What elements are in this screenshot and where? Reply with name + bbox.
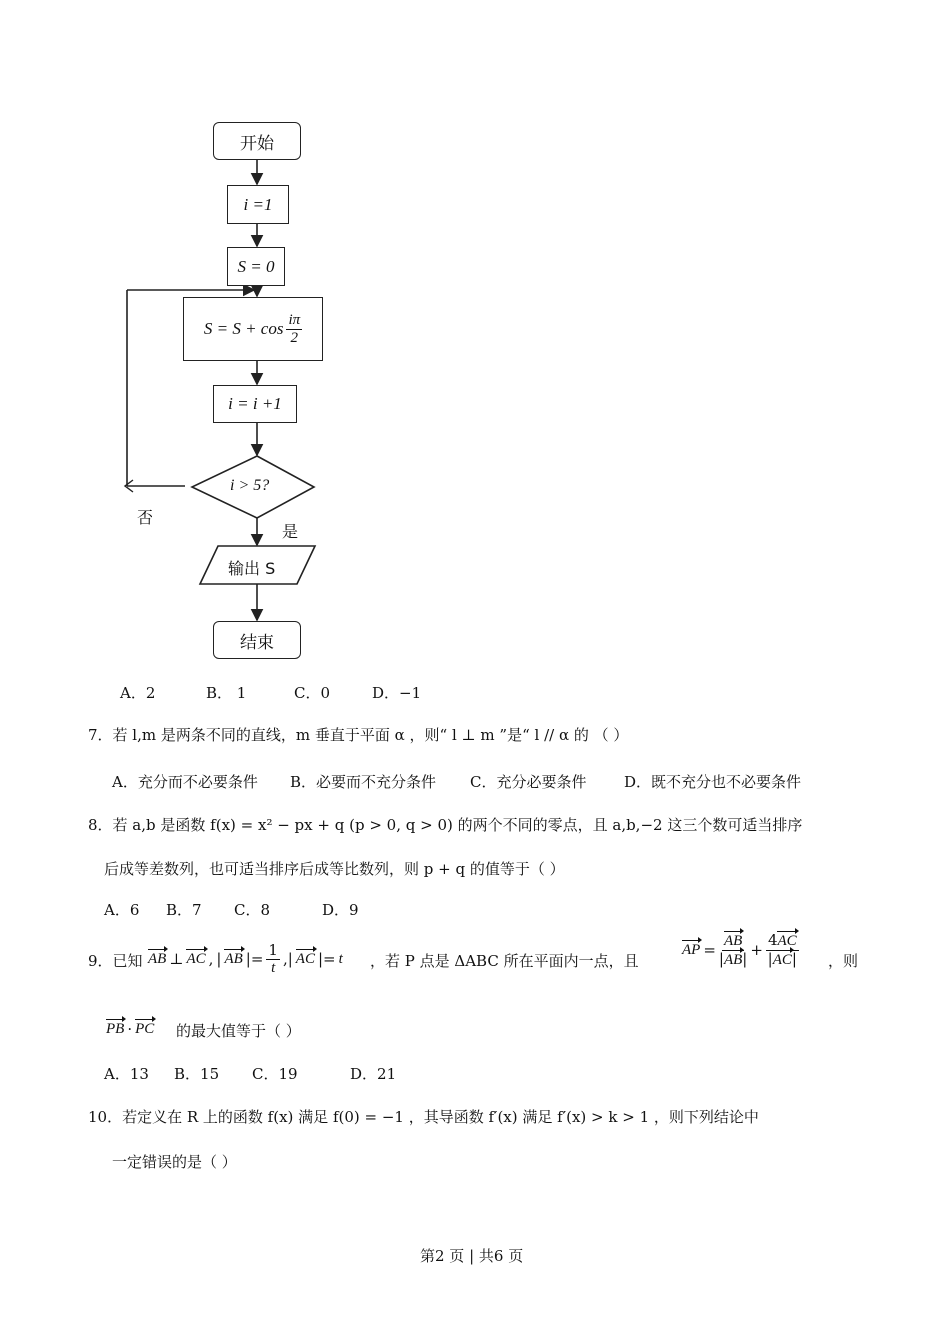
q9-mid: ，若 P 点是 ΔABC 所在平面内一点，且 <box>370 952 639 970</box>
init-i-label: i =1 <box>243 194 273 214</box>
flowchart-init-i <box>227 185 289 224</box>
no-label: 否 <box>137 508 154 527</box>
start-label: 开始 <box>240 133 274 154</box>
q9-option-b: B．15 <box>174 1065 220 1083</box>
q7-option-c: C．充分必要条件 <box>470 773 587 791</box>
update-s-left: S = S + cos <box>203 319 284 338</box>
q8-option-a: A．6 <box>104 901 140 919</box>
output-label: 输出 S <box>228 559 276 578</box>
q8-line1: 8．若 a,b 是函数 f(x) = x² − px + q (p > 0, q > 0) 的两个不同的零点，且 a,b,−2 这三个数可适当排序 <box>88 816 803 834</box>
q10-line2: 一定错误的是（ ） <box>112 1153 237 1171</box>
q7-stem: 7．若 l,m 是两条不同的直线，m 垂直于平面 α ，则“ l ⊥ m ”是“ l // α 的 （ ） <box>88 726 629 744</box>
q9-conditions: AB ⊥ AC , | AB |= $\frac{1}{t}$ ,| AC |= t <box>148 941 343 976</box>
q9-line2-tail: 的最大值等于（ ） <box>176 1022 301 1040</box>
q8-option-b: B．7 <box>166 901 202 919</box>
q9-option-a: A．13 <box>104 1065 149 1083</box>
init-s-label: S = 0 <box>237 256 275 276</box>
q10-line1: 10．若定义在 R 上的函数 f(x) 满足 f(0) = −1 ，其导函数 f′(x) 满足 f′(x) > k > 1 ，则下列结论中 <box>88 1108 759 1126</box>
flowchart-end <box>213 621 301 659</box>
q7-option-d: D．既不充分也不必要条件 <box>624 773 802 791</box>
q8-line2: 后成等差数列，也可适当排序后成等比数列，则 p + q 的值等于（ ） <box>104 860 565 878</box>
condition-label: i > 5? <box>230 477 270 494</box>
q7-option-a: A．充分而不必要条件 <box>112 773 258 791</box>
q9-suffix: ，则 <box>828 952 859 970</box>
flowchart-start <box>213 122 301 160</box>
flowchart-update-s <box>183 297 323 361</box>
update-s-num: iπ <box>288 312 301 328</box>
q9-pb-pc: PB · PC <box>106 1020 155 1038</box>
yes-label: 是 <box>282 522 299 541</box>
q7-option-b: B．必要而不充分条件 <box>290 773 437 791</box>
end-label: 结束 <box>240 632 274 653</box>
increment-label: i = i +1 <box>228 394 282 413</box>
q6-option-a: A．2 <box>120 684 156 702</box>
q9-ap-formula: AP = $\frac{AB}{|AB|}$ + $\frac{4AC}{|AC|}$ <box>682 931 797 968</box>
q6-option-c: C．0 <box>294 684 331 702</box>
flowchart-increment <box>213 385 297 423</box>
page-footer: 第2 页 | 共6 页 <box>420 1247 524 1265</box>
q8-option-c: C．8 <box>234 901 271 919</box>
q9-option-d: D．21 <box>350 1065 397 1083</box>
update-s-fraction <box>286 312 302 346</box>
q8-option-d: D．9 <box>322 901 359 919</box>
q9-option-c: C．19 <box>252 1065 298 1083</box>
q9-prefix: 9．已知 <box>88 952 143 970</box>
flowchart-init-s <box>227 247 285 286</box>
q6-option-d: D．−1 <box>372 684 422 702</box>
q6-option-b: B． 1 <box>206 684 247 702</box>
update-s-den: 2 <box>290 329 299 346</box>
